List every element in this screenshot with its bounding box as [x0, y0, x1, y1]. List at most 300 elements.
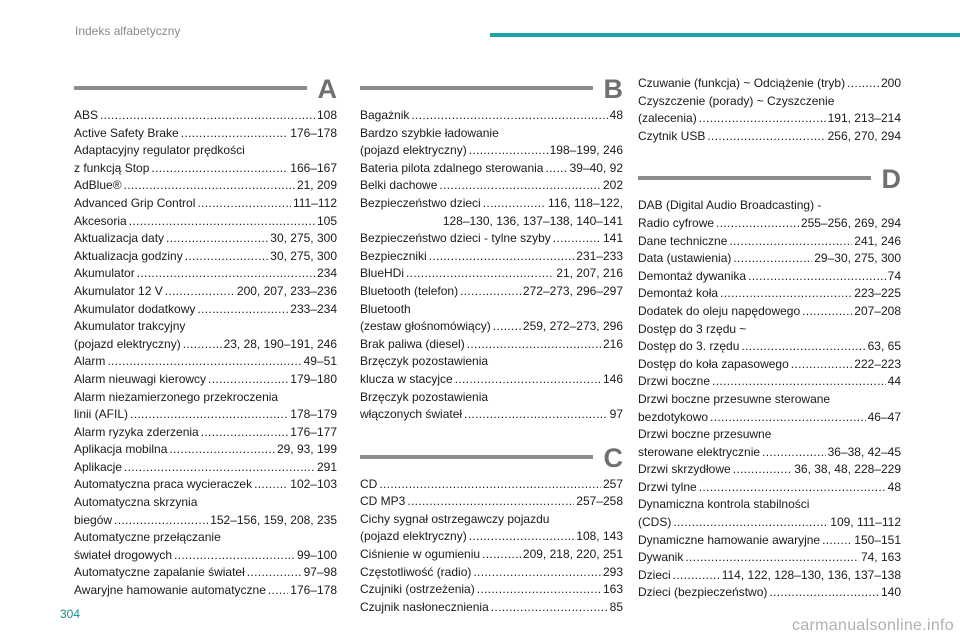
- entry-term: Ciśnienie w ogumieniu: [360, 547, 481, 562]
- entry-line: [360, 160, 623, 178]
- entry-line: [360, 177, 623, 195]
- index-entry: [74, 142, 337, 177]
- entry-text-line: Drzwi boczne przesuwne sterowane: [638, 391, 831, 406]
- entry-line: [74, 371, 337, 389]
- entry-line: [638, 75, 901, 93]
- dot-leader: [467, 336, 601, 354]
- index-entry: [638, 285, 901, 303]
- entry-line: [74, 459, 337, 477]
- entry-pages: 146: [602, 371, 623, 386]
- entry-line: [360, 581, 623, 599]
- dot-leader: [493, 318, 521, 336]
- entry-term: Czujniki (ostrzeżenia): [360, 582, 475, 597]
- dot-leader: [545, 160, 567, 178]
- dot-leader: [473, 564, 601, 582]
- dot-leader: [847, 75, 879, 93]
- entry-pages: 85: [609, 599, 623, 614]
- entry-pages: 216: [602, 336, 623, 351]
- entry-line: [74, 441, 337, 459]
- entry-text-line: Czyszczenie (porady) ~ Czyszczenie: [638, 93, 835, 108]
- entry-term: (pojazd elektryczny): [74, 336, 181, 351]
- entry-term: Bezpieczeństwo dzieci: [360, 195, 481, 210]
- index-column-3: [638, 75, 901, 622]
- dot-leader: [129, 213, 315, 231]
- entry-line: [74, 564, 337, 582]
- entry-term: (CDS): [638, 515, 672, 530]
- entry-term: Bateria pilota zdalnego sterowania: [360, 160, 544, 175]
- entry-term: Akumulator dodatkowy: [74, 301, 196, 316]
- entry-term: ABS: [74, 108, 99, 122]
- index-entry: [74, 107, 337, 125]
- entry-line: [74, 195, 337, 213]
- entry-term: Bezpieczeństwo dzieci - tylne szyby: [360, 231, 551, 246]
- index-entry: [74, 371, 337, 389]
- entry-line: [360, 230, 623, 248]
- dot-leader: [411, 107, 607, 125]
- entry-pages: 36, 38, 48, 228–229: [794, 462, 901, 477]
- index-entry: [360, 248, 623, 266]
- entry-pages: 116, 118–122,: [548, 195, 623, 210]
- entry-line: [638, 110, 901, 128]
- header-accent-bar: [490, 33, 960, 37]
- entry-term: klucza w stacyjce: [360, 371, 453, 386]
- index-entry: [360, 564, 623, 582]
- entry-pages: 257–258: [576, 494, 623, 509]
- dot-leader: [733, 461, 793, 479]
- entry-term: Czujnik nasłonecznienia: [360, 599, 489, 614]
- entry-pages: 176–178: [290, 125, 337, 140]
- index-entry: [360, 107, 623, 125]
- dot-leader: [114, 512, 208, 530]
- entry-line: [638, 584, 901, 602]
- dot-leader: [379, 476, 601, 494]
- entry-text-line: Adaptacyjny regulator prędkości: [74, 143, 245, 158]
- index-entry: [360, 353, 623, 388]
- entry-term: Radio cyfrowe: [638, 215, 715, 230]
- entry-term: (zestaw głośnomówiący): [360, 319, 491, 334]
- entry-pages: 200: [880, 76, 901, 90]
- entry-pages: 36–38, 42–45: [827, 444, 901, 459]
- index-entry: [360, 195, 623, 230]
- section-heading: [638, 165, 901, 193]
- index-column-2: [360, 75, 623, 636]
- entry-pages: 97: [609, 407, 623, 422]
- index-entry: [638, 250, 901, 268]
- index-column-1: [74, 75, 337, 620]
- entry-pages: 176–177: [290, 424, 337, 439]
- entry-text-line: Cichy sygnał ostrzegawczy pojazdu: [360, 511, 550, 526]
- dot-leader: [762, 444, 826, 462]
- dot-leader: [741, 338, 865, 356]
- index-entry: [638, 461, 901, 479]
- entry-term: (zalecenia): [638, 111, 697, 126]
- dot-leader: [151, 160, 288, 178]
- index-section: [74, 75, 337, 600]
- dot-leader: [712, 373, 886, 391]
- entry-line: [360, 142, 623, 160]
- entry-pages: 166–167: [290, 160, 337, 175]
- entry-pages: 257: [602, 476, 623, 491]
- entry-pages: 231–233: [576, 248, 623, 263]
- section-letter: D: [881, 164, 901, 195]
- entry-pages: 108: [316, 108, 337, 122]
- entry-term: Dostęp do koła zapasowego: [638, 356, 789, 371]
- entry-text-line: Bardzo szybkie ładowanie: [360, 125, 499, 140]
- entry-term: Akumulator 12 V: [74, 283, 163, 298]
- entry-line: [638, 128, 901, 146]
- entry-term: Akcesoria: [74, 213, 127, 228]
- entry-pages: 97–98: [303, 565, 337, 580]
- entry-pages: 29–30, 275, 300: [814, 251, 901, 266]
- entry-text-line: Alarm niezamierzonego przekroczenia: [74, 389, 279, 404]
- entry-pages: 114, 122, 128–130, 136, 137–138: [721, 567, 901, 582]
- dot-leader: [137, 265, 315, 283]
- entry-term: Alarm ryzyka zderzenia: [74, 424, 199, 439]
- entry-term: z funkcją Stop: [74, 160, 150, 175]
- page-number: 304: [60, 607, 81, 621]
- dot-leader: [673, 567, 720, 585]
- entry-pages: 150–151: [854, 532, 901, 547]
- entry-term: Dynamiczne hamowanie awaryjne: [638, 532, 821, 547]
- entry-line: [74, 213, 337, 231]
- index-entry: [638, 303, 901, 321]
- section-divider: [638, 176, 871, 180]
- entry-term: Bluetooth (telefon): [360, 283, 459, 298]
- index-entry: [360, 336, 623, 354]
- index-entry: [360, 125, 623, 160]
- entry-pages: 255–256, 269, 294: [800, 215, 901, 230]
- index-entry: [74, 476, 337, 494]
- entry-term: Aktualizacja godziny: [74, 248, 183, 263]
- entry-term: Automatyczna praca wycieraczek: [74, 477, 253, 492]
- dot-leader: [791, 356, 853, 374]
- entry-line: [74, 283, 337, 301]
- entry-pages: 63, 65: [867, 339, 901, 354]
- dot-leader: [429, 248, 575, 266]
- entry-term: linii (AFIL): [74, 407, 129, 422]
- entry-line: [360, 528, 623, 546]
- index-entry: [638, 373, 901, 391]
- entry-line: [360, 476, 623, 494]
- entry-pages: 49–51: [303, 354, 337, 369]
- entry-line: [360, 195, 623, 213]
- entry-pages: 222–223: [854, 356, 901, 371]
- dot-leader: [769, 584, 879, 602]
- entry-term: Dywanik: [638, 550, 684, 565]
- entry-term: Aplikacje: [74, 459, 123, 474]
- dot-leader: [748, 268, 886, 286]
- entry-pages: 233–234: [290, 301, 337, 316]
- entry-line: [74, 476, 337, 494]
- entry-line: [360, 599, 623, 617]
- index-entry: [360, 160, 623, 178]
- entry-line: [74, 406, 337, 424]
- index-entry: [74, 125, 337, 143]
- entry-term: Czuwanie (funkcja) ~ Odciążenie (tryb): [638, 76, 846, 90]
- index-entry: [360, 476, 623, 494]
- entry-pages: 74, 163: [860, 550, 901, 565]
- entry-term: bezdotykowo: [638, 409, 709, 424]
- entry-line: [74, 230, 337, 248]
- dot-leader: [185, 248, 269, 266]
- dot-leader: [802, 303, 852, 321]
- index-entry: [74, 177, 337, 195]
- dot-leader: [107, 353, 301, 371]
- section-heading: [360, 75, 623, 103]
- entry-term: AdBlue®: [74, 178, 122, 193]
- index-entry: [638, 233, 901, 251]
- index-entry: [360, 599, 623, 617]
- dot-leader: [729, 233, 852, 251]
- entry-term: Belki dachowe: [360, 178, 438, 193]
- entry-line: [360, 248, 623, 266]
- dot-leader: [469, 142, 548, 160]
- entry-pages: 108, 143: [576, 529, 623, 544]
- entry-term: sterowane elektrycznie: [638, 444, 761, 459]
- entry-term: Data (ustawienia): [638, 251, 732, 266]
- index-entry: [74, 230, 337, 248]
- dot-leader: [169, 441, 275, 459]
- entry-term: Dzieci (bezpieczeństwo): [638, 585, 768, 600]
- entry-pages: 223–225: [854, 286, 901, 301]
- index-section: [360, 444, 623, 617]
- index-entry: [638, 584, 901, 602]
- entry-text-line: Dostęp do 3 rzędu ~: [638, 321, 747, 336]
- entry-term: świateł drogowych: [74, 547, 173, 562]
- entry-line: [74, 301, 337, 319]
- dot-leader: [124, 177, 295, 195]
- entry-term: Bezpieczniki: [360, 248, 427, 263]
- entry-line: [360, 336, 623, 354]
- entry-term: Dzieci: [638, 567, 671, 582]
- index-entry: [74, 318, 337, 353]
- index-entry: [638, 479, 901, 497]
- dot-leader: [707, 128, 825, 146]
- index-entry: [638, 356, 901, 374]
- entry-pages: 141: [602, 231, 623, 246]
- dot-leader: [165, 283, 235, 301]
- entry-line: [360, 493, 623, 511]
- entry-line: [74, 547, 337, 565]
- entry-pages: 179–180: [290, 371, 337, 386]
- entry-line: [74, 336, 337, 354]
- entry-pages: 99–100: [296, 547, 337, 562]
- dot-leader: [130, 406, 288, 424]
- section-letter: A: [317, 74, 337, 104]
- index-entry: [74, 248, 337, 266]
- index-entry: [360, 389, 623, 424]
- entry-pages: 256, 270, 294: [827, 128, 901, 143]
- index-entry: [74, 265, 337, 283]
- dot-leader: [720, 285, 852, 303]
- entry-line: [360, 318, 623, 336]
- entry-pages: 202: [602, 178, 623, 193]
- section-heading: [74, 75, 337, 103]
- entry-pages: 176–178: [290, 583, 337, 598]
- entry-pages: 46–47: [867, 409, 901, 424]
- entry-pages: 291: [316, 459, 337, 474]
- entry-term: Czytnik USB: [638, 128, 706, 143]
- entry-line: [74, 424, 337, 442]
- entry-term: włączonych świateł: [360, 407, 463, 422]
- entry-term: Akumulator: [74, 266, 135, 281]
- entry-pages: 30, 275, 300: [270, 231, 337, 246]
- index-entry: [360, 283, 623, 301]
- dot-leader: [407, 493, 574, 511]
- entry-term: Demontaż dywanika: [638, 268, 747, 283]
- entry-pages: 21, 209: [296, 178, 337, 193]
- index-section: [360, 75, 623, 424]
- index-entry: [74, 529, 337, 564]
- index-entry: [638, 426, 901, 461]
- entry-line: [74, 353, 337, 371]
- entry-term: (pojazd elektryczny): [360, 143, 467, 158]
- entry-pages: 200, 207, 233–236: [236, 283, 337, 298]
- entry-line: [638, 549, 901, 567]
- index-entry: [74, 353, 337, 371]
- entry-pages: 178–179: [290, 407, 337, 422]
- entry-line: [638, 285, 901, 303]
- entry-term: Automatyczne zapalanie świateł: [74, 565, 245, 580]
- section-divider: [360, 455, 593, 459]
- dot-leader: [699, 110, 826, 128]
- dot-leader: [183, 336, 222, 354]
- entry-pages: 198–199, 246: [549, 143, 623, 158]
- dot-leader: [254, 476, 288, 494]
- index-entry: [360, 265, 623, 283]
- entry-pages: 105: [316, 213, 337, 228]
- entry-line: [638, 479, 901, 497]
- entry-term: Alarm: [74, 354, 106, 369]
- entry-pages: 23, 28, 190–191, 246: [223, 336, 337, 351]
- entry-line: [638, 444, 901, 462]
- dot-leader: [716, 215, 799, 233]
- dot-leader: [124, 459, 315, 477]
- index-entry: [360, 581, 623, 599]
- section-letter: B: [603, 74, 623, 104]
- entry-line: [74, 107, 337, 125]
- index-entry: [638, 391, 901, 426]
- dot-leader: [100, 107, 315, 125]
- entry-pages: 209, 218, 220, 251: [522, 547, 623, 562]
- entry-line: [360, 371, 623, 389]
- dot-leader: [553, 230, 601, 248]
- index-entry: [638, 532, 901, 550]
- index-entry: [360, 301, 623, 336]
- entry-text-line: Bluetooth: [360, 301, 411, 316]
- entry-term: (pojazd elektryczny): [360, 529, 467, 544]
- entry-text-line: DAB (Digital Audio Broadcasting) -: [638, 198, 822, 213]
- entry-text-line: Dynamiczna kontrola stabilności: [638, 497, 810, 512]
- index-entry: [638, 128, 901, 146]
- section-divider: [360, 86, 593, 90]
- entry-line: [360, 283, 623, 301]
- index-entry: [360, 546, 623, 564]
- entry-pages: 293: [602, 564, 623, 579]
- dot-leader: [464, 406, 608, 424]
- entry-text-line: Drzwi boczne przesuwne: [638, 427, 772, 442]
- section-divider: [74, 86, 307, 90]
- entry-pages: 259, 272–273, 296: [522, 319, 623, 334]
- entry-term: Drzwi tylne: [638, 479, 697, 494]
- entry-line: [74, 582, 337, 600]
- dot-leader: [482, 546, 521, 564]
- entry-line: [74, 160, 337, 178]
- index-entry: [360, 493, 623, 511]
- entry-pages: 39–40, 92: [569, 160, 623, 175]
- entry-pages: 48: [887, 479, 901, 494]
- index-entry: [74, 441, 337, 459]
- entry-text-line: Automatyczne przełączanie: [74, 530, 221, 545]
- entry-line: [360, 564, 623, 582]
- entry-text-line: Automatyczna skrzynia: [74, 495, 198, 510]
- entry-line: [74, 177, 337, 195]
- index-entry: [360, 511, 623, 546]
- entry-pages: 272–273, 296–297: [522, 283, 623, 298]
- index-entry: [74, 195, 337, 213]
- watermark: carmanualsonline.info: [792, 617, 954, 634]
- entry-text-line: Brzęczyk pozostawienia: [360, 354, 489, 369]
- dot-leader: [166, 230, 268, 248]
- dot-leader: [268, 582, 288, 600]
- entry-term: CD: [360, 476, 378, 491]
- entry-line: [638, 409, 901, 427]
- entry-line: [638, 373, 901, 391]
- index-entry: [74, 424, 337, 442]
- index-entry: [638, 321, 901, 356]
- index-entry: [638, 496, 901, 531]
- dot-leader: [197, 301, 288, 319]
- dot-leader: [208, 371, 288, 389]
- entry-pages: 241, 246: [854, 233, 901, 248]
- dot-leader: [491, 599, 608, 617]
- entry-term: Drzwi boczne: [638, 374, 711, 389]
- entry-line: [638, 514, 901, 532]
- entry-line: [638, 303, 901, 321]
- entry-pages: 109, 111–112: [830, 515, 901, 530]
- entry-term: Active Safety Brake: [74, 125, 179, 140]
- entry-term: Brak paliwa (diesel): [360, 336, 465, 351]
- entry-line: [638, 250, 901, 268]
- index-entry: [360, 230, 623, 248]
- index-entry: [74, 301, 337, 319]
- dot-leader: [201, 424, 289, 442]
- entry-term: Awaryjne hamowanie automatyczne: [74, 583, 266, 598]
- entry-line: [360, 107, 623, 125]
- entry-term: Dodatek do oleju napędowego: [638, 303, 801, 318]
- entry-term: CD MP3: [360, 494, 406, 509]
- entry-term: Dostęp do 3. rzędu: [638, 339, 740, 354]
- section-heading: [360, 444, 623, 472]
- entry-pages: 44: [887, 374, 901, 389]
- entry-term: BlueHDi: [360, 266, 405, 281]
- entry-line: [74, 125, 337, 143]
- dot-leader: [685, 549, 859, 567]
- index-entry: [638, 75, 901, 93]
- entry-term: Aplikacja mobilna: [74, 442, 168, 457]
- index-entry: [74, 213, 337, 231]
- entry-term: Advanced Grip Control: [74, 195, 196, 210]
- entry-line: [638, 356, 901, 374]
- entry-term: biegów: [74, 512, 113, 527]
- entry-line: [638, 233, 901, 251]
- entry-line: [360, 265, 623, 283]
- entry-line: [638, 268, 901, 286]
- dot-leader: [247, 564, 302, 582]
- header-title: Indeks alfabetyczny: [75, 24, 181, 38]
- entry-term: Dane techniczne: [638, 233, 728, 248]
- index-entry: [360, 177, 623, 195]
